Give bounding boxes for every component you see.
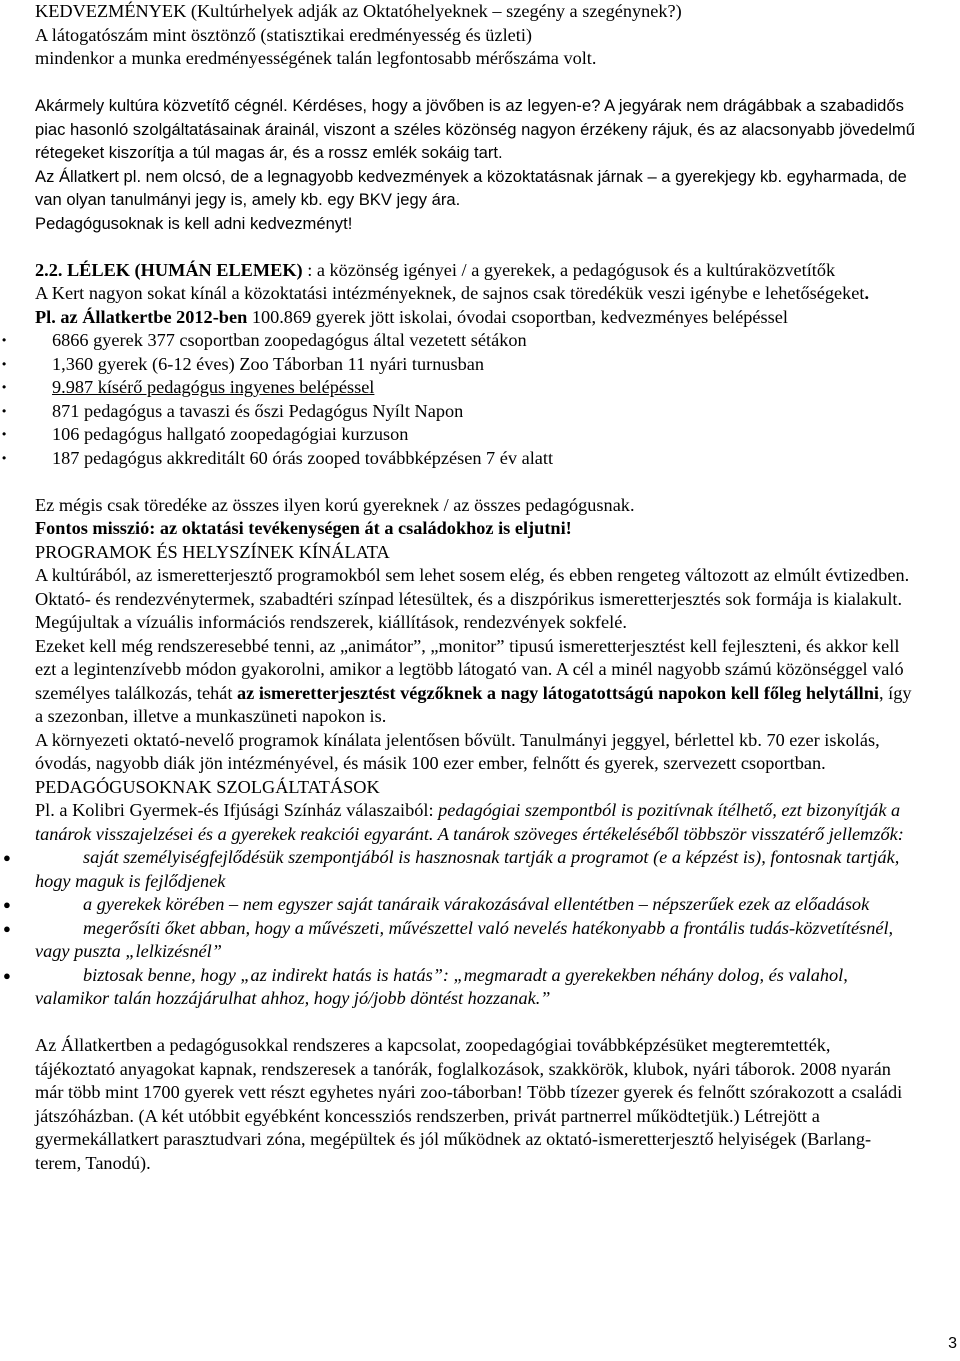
zoo-2012-label: Pl. az Állatkertbe 2012-ben bbox=[35, 306, 252, 327]
list-item-text: 106 pedagógus hallgató zoopedagógiai kurzuson bbox=[52, 424, 409, 444]
list-item-text: biztosak benne, hogy „az indirekt hatás is hatás”: „megmaradt a gyerekekben néhány dolog, és valahol, valamikor talán hozzájárulhat ahhoz, hogy jó/jobb döntést hozzanak.” bbox=[35, 964, 848, 1008]
list-item bbox=[2, 400, 915, 424]
bullet-icon: • bbox=[2, 427, 7, 441]
bullet-icon: ● bbox=[3, 967, 11, 983]
ticket-price-text: A jegyárak nem drágábbak a szabadidős piac hasonló szolgáltatásainak árainál, viszont a széles közönség nagyon érzékeny rájuk, és az alacsonyabb jövedelmű rétegeket kiszorítja a túl magas ár, és a rossz emlék sokáig tart. bbox=[35, 96, 915, 162]
page-number: 3 bbox=[948, 1335, 957, 1352]
bullet-icon: • bbox=[2, 333, 7, 347]
bullet-icon: • bbox=[2, 450, 7, 465]
list-item-text: saját személyiségfejlődésük szempontjából is hasznosnak tartják a programot (e a képzést is), fontosnak tartják, hogy maguk is fejlődjenek bbox=[35, 847, 900, 891]
zoo-2012-text: 100.869 gyerek jött iskolai, óvodai csoportban, kedvezményes belépéssel bbox=[251, 306, 788, 327]
programs-paragraph-1: A kultúrából, az ismeretterjesztő programokból sem lehet sosem elég, és ebben rengeteg változott az elmúlt évtizedben. Oktató- és rendezvénytermek, szabadtéri színpad létesültek, és a diszpórikus ismeretterjesztés sok formája is kialakult. Megújultak a vízuális információs rendszerek, kiállítások, rendezvények sokfelé. bbox=[35, 565, 910, 632]
bullet-icon: ● bbox=[3, 850, 11, 865]
programs-text-c: , így a szezonban, illetve a munkaszüneti napokon is. bbox=[35, 682, 912, 726]
section-2-2-subtitle: : a közönség igényei / a gyerekek, a pedagógusok és a kultúraközvetítők bbox=[302, 259, 836, 280]
list-item-text: 6866 gyerek 377 csoportban zoopedagógus által vezetett sétákon bbox=[52, 330, 527, 350]
programs-text-bold: az ismeretterjesztést végzőknek a nagy látogatottságú napokon kell főleg helytállni bbox=[237, 682, 880, 703]
list-item bbox=[2, 353, 915, 377]
teacher-feedback-list bbox=[3, 846, 915, 1011]
spacer bbox=[35, 1011, 915, 1035]
mission-line: Fontos misszió: az oktatási tevékenységen át a családokhoz is eljutni! bbox=[35, 518, 572, 538]
spacer bbox=[35, 470, 915, 494]
programs-text-a: Ezeket kell még rendszeresebbé tenni, az „animátor”, „monitor” tipusú ismeretterjesztést kell fejleszteni, és akkor kell ezt a legintenzívebb módon gyakorolni, amikor a legtöbb látogató van. A cél a minél nagyobb számú közönséggel való személyes találkozás, tehát bbox=[35, 635, 904, 703]
spacer bbox=[35, 71, 915, 95]
list-item-text: 1,360 gyerek (6-12 éves) Zoo Táborban 11 nyári turnusban bbox=[52, 353, 485, 374]
section-2-2-heading bbox=[35, 259, 915, 283]
section-2-2-title: 2.2. LÉLEK (HUMÁN ELEMEK) bbox=[35, 259, 303, 280]
kolibri-italic-text: pedagógiai szempontból is pozitívnak ítélhető, ezt bizonyítják a tanárok visszajelzései és a gyerekek reakciói egyaránt. A tanárok szöveges értékeléséből többször visszatérő jellemzők: bbox=[35, 800, 904, 844]
list-item-text: megerősíti őket abban, hogy a művészeti, művészettel való nevelés hatékonyabb a frontális tudás-közvetítésnél, vagy puszta „lelkizésnél” bbox=[35, 917, 894, 961]
question-text: Akármely kultúra közvetítő cégnél. Kérdéses, hogy a jövőben is az legyen-e? bbox=[35, 96, 601, 115]
list-item bbox=[2, 376, 915, 400]
bullet-icon: • bbox=[2, 380, 7, 394]
bullet-icon: ● bbox=[3, 920, 11, 936]
bullet-icon: • bbox=[2, 356, 7, 371]
programs-paragraph-3: A környezeti oktató-nevelő programok kínálata jelentősen bővült. Tanulmányi jeggyel, bérlettel kb. 70 ezer iskolás, óvodás, nagyobb diák jön intézményével, és másik 100 ezer ember, felnőtt és gyerek, szervezett csoportban. bbox=[35, 729, 880, 773]
list-item bbox=[2, 423, 915, 447]
offer-end: . bbox=[864, 283, 870, 303]
discount-heading: KEDVEZMÉNYEK (Kultúrhelyek adják az Oktatóhelyeknek – szegény a szegénynek?) bbox=[35, 1, 682, 21]
document-page bbox=[2, 0, 915, 1175]
list-item-text: 871 pedagógus a tavaszi és őszi Pedagógus Nyílt Napon bbox=[52, 400, 464, 421]
list-item-text: 9.987 kísérő pedagógus ingyenes belépéssel bbox=[52, 377, 375, 397]
offer-paragraph bbox=[35, 282, 915, 306]
list-item bbox=[3, 846, 915, 893]
fraction-line: Ez mégis csak töredéke az összes ilyen korú gyereknek / az összes pedagógusnak. bbox=[35, 494, 635, 515]
programs-heading: PROGRAMOK ÉS HELYSZÍNEK KÍNÁLATA bbox=[35, 541, 390, 562]
teacher-services-heading: PEDAGÓGUSOKNAK SZOLGÁLTATÁSOK bbox=[35, 776, 380, 797]
kolibri-text: Pl. a Kolibri Gyermek-és Ifjúsági Színház válaszaiból: bbox=[35, 800, 439, 820]
spacer bbox=[35, 235, 915, 259]
offer-text: A Kert nagyon sokat kínál a közoktatási intézményeknek, de sajnos csak töredékük veszi igénybe e lehetőségeket bbox=[35, 283, 865, 303]
bullet-icon: ● bbox=[3, 897, 11, 912]
statistics-list bbox=[2, 329, 915, 470]
kolibri-paragraph bbox=[35, 799, 915, 846]
zoo-teachers-paragraph: Az Állatkertben a pedagógusokkal rendszeres a kapcsolat, zoopedagógiai továbbképzésüket megteremtették, tájékoztató anyagokat kapnak, rendszeresek a tanórák, foglalkozások, szakkörök, klubok, nyári táborok. 2008 nyarán már több mint 1700 gyerek vett részt egyhetes nyári zoo-táborban! Több tízezer gyerek és felnőtt szórakozott a családi játszóházban. (A két utóbbit egyébként koncessziós rendszerben, privát partnerrel működtetjük.) Létrejött a gyermekállatkert parasztudvari zóna, megépültek és jól működnek az oktató-ismeretterjesztő helyiségek (Barlang-terem, Tanodú). bbox=[35, 1035, 903, 1173]
zoo-2012-line bbox=[35, 306, 915, 330]
list-item-text: a gyerekek körében – nem egyszer saját tanáraik várakozásával ellentétben – népszerűek ezek az előadások bbox=[83, 894, 870, 914]
programs-paragraph-2 bbox=[35, 635, 915, 729]
list-item bbox=[3, 917, 915, 964]
bullet-icon: • bbox=[2, 403, 7, 418]
zoo-discount-paragraph: Az Állatkert pl. nem olcsó, de a legnagyobb kedvezmények a közoktatásnak járnak – a gyerekjegy kb. egyharmada, de van olyan tanulmányi jegy is, amely kb. egy BKV jegy ára. bbox=[35, 166, 907, 209]
list-item bbox=[3, 893, 915, 917]
efficiency-line: mindenkor a munka eredményességének talán legfontosabb mérőszáma volt. bbox=[35, 48, 597, 68]
list-item bbox=[2, 447, 915, 471]
list-item-text: 187 pedagógus akkreditált 60 órás zooped továbbképzésen 7 év alatt bbox=[52, 447, 554, 468]
ticket-price-paragraph bbox=[35, 94, 915, 165]
list-item bbox=[2, 329, 915, 353]
list-item bbox=[3, 964, 915, 1011]
teacher-discount-line: Pedagógusoknak is kell adni kedvezményt! bbox=[35, 213, 353, 233]
visitor-count-line: A látogatószám mint ösztönző (statisztikai eredményesség és üzleti) bbox=[35, 24, 533, 45]
